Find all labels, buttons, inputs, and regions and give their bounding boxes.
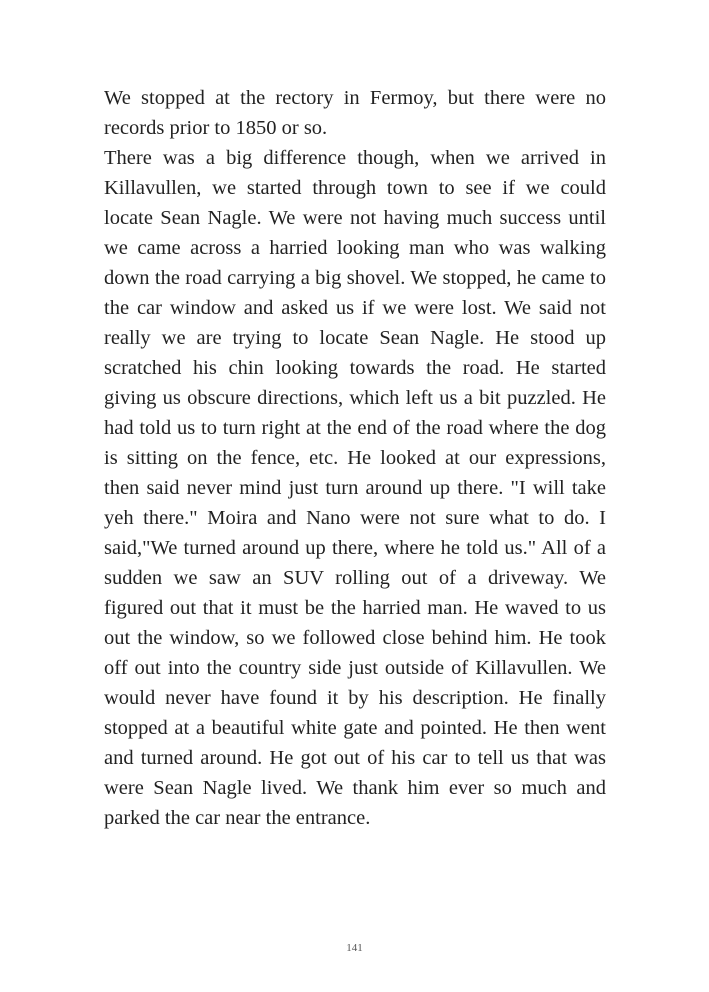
paragraph-rectory-visit: We stopped at the rectory in Fermoy, but there were no records prior to 1850 or so. [104,87,606,139]
paragraph-killavullen-search: There was a big difference though, when we arrived in Killavullen, we started through town to see if we could locate Sean Nagle. We were not having much success until we came across a harried looking man who was walking down the road carrying a big shovel. We stopped, he came to the car window and asked us if we were lost. We said not really we are trying to locate Sean Nagle. He stood up scratched his chin looking towards the road. He started giving us obscure directions, which left us a bit puzzled. He had told us to turn right at the end of the road where the dog is sitting on the fence, etc. He looked at our expressions, then said never mind just turn around up there. "I will take yeh there." Moira and Nano were not sure what to do. I said,"We turned around up there, where he told us." All of a sudden we saw an SUV rolling out of a driveway. We figured out that it must be the harried man. He waved to us out the window, so we followed close behind him. He took off out into the country side just outside of Killavullen. We would never have found it by his description. He finally stopped at a beautiful white gate and pointed. He then went and turned around. He got out of his car to tell us that was were Sean Nagle lived. We thank him ever so much and parked the car near the entrance. [104,147,606,829]
body-text [104,83,606,833]
page-number: 141 [346,942,363,954]
